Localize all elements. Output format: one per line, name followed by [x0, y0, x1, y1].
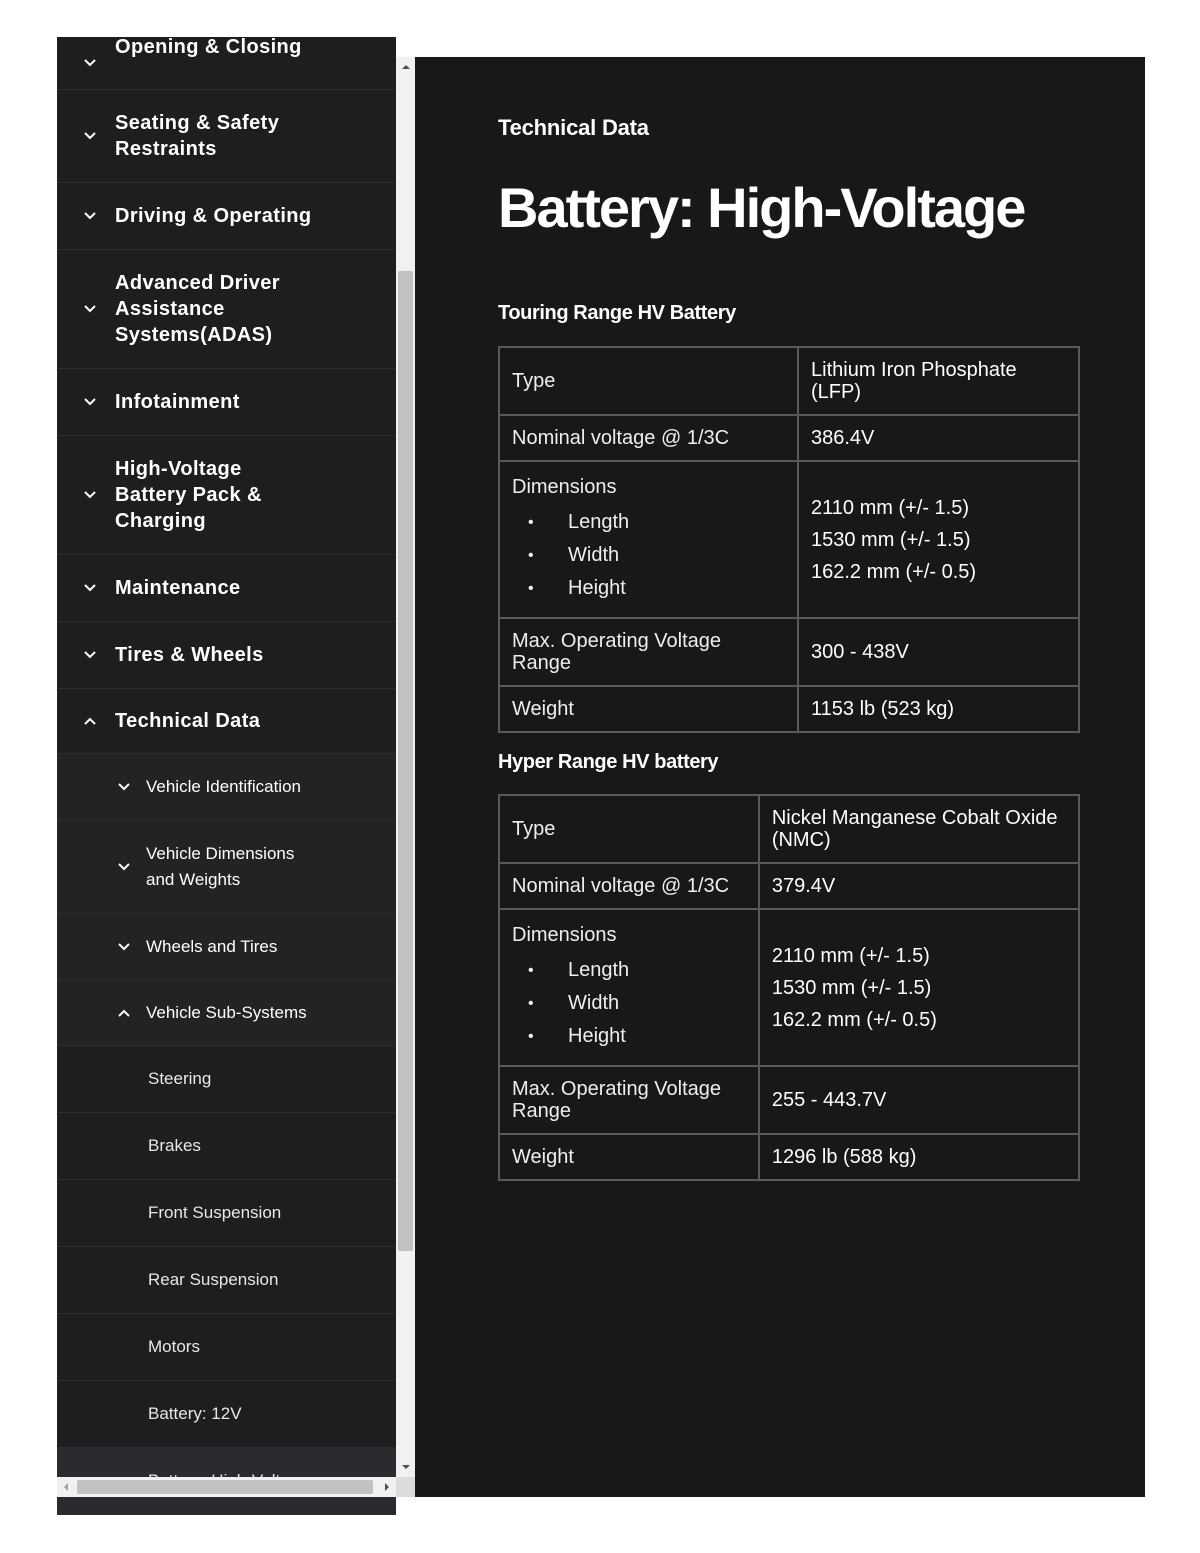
table-heading-hyper: Hyper Range HV battery — [498, 751, 719, 773]
table-row — [499, 686, 1079, 732]
sidebar-subitem-label: Wheels and Tires — [146, 937, 278, 956]
sidebar-subitem-wheels-tires[interactable] — [57, 914, 396, 981]
sidebar-item-label: Advanced Driver Assistance Systems(ADAS) — [115, 272, 280, 346]
row-key: Max. Operating Voltage Range — [499, 1066, 759, 1134]
sidebar-nav — [57, 36, 396, 1477]
chevron-down-icon — [83, 395, 97, 409]
sidebar-item-tires-wheels[interactable] — [57, 622, 396, 689]
sidebar-leaf-label: Brakes — [148, 1136, 201, 1155]
table-row — [499, 909, 1079, 1066]
chevron-down-icon — [117, 860, 131, 874]
sidebar-item-label: Infotainment — [115, 391, 240, 413]
sidebar-item-label: Maintenance — [115, 577, 241, 599]
table-row — [499, 415, 1079, 461]
dimensions-values — [798, 461, 1079, 618]
table-row — [499, 347, 1079, 415]
row-value: Nickel Manganese Cobalt Oxide (NMC) — [759, 795, 1079, 863]
table-row — [499, 863, 1079, 909]
row-key: Nominal voltage @ 1/3C — [499, 415, 798, 461]
dimension-value: 2110 mm (+/- 1.5) — [771, 945, 930, 967]
row-key: Dimensions — [512, 476, 617, 498]
sidebar-leaf-label: Motors — [148, 1337, 200, 1356]
dimensions-list — [512, 954, 746, 1053]
section-label: Technical Data — [498, 115, 649, 140]
sidebar-leaf-label: Battery: 12V — [148, 1404, 242, 1423]
sidebar-item-driving-operating[interactable] — [57, 183, 396, 250]
sidebar-vertical-scrollbar[interactable] — [396, 57, 415, 1477]
chevron-up-icon — [83, 714, 97, 728]
main-content — [415, 57, 1145, 1497]
row-value: 300 - 438V — [798, 618, 1079, 686]
sidebar-item-label: Seating & Safety Restraints — [115, 112, 280, 160]
table-row — [499, 1134, 1079, 1180]
list-item: • Height — [568, 1020, 746, 1053]
chevron-down-icon — [83, 302, 97, 316]
sidebar-item-seating-safety[interactable] — [57, 90, 396, 183]
table-row — [499, 1066, 1079, 1134]
sidebar-leaf-brakes[interactable] — [57, 1113, 396, 1180]
sidebar-item-label: Driving & Operating — [115, 205, 312, 227]
sidebar-subitem-vehicle-sub-systems[interactable] — [57, 981, 396, 1046]
table-row — [499, 461, 1079, 618]
row-key: Dimensions — [512, 924, 617, 946]
list-item: • Width — [568, 987, 746, 1020]
sidebar-subitem-label: Vehicle Identification — [146, 777, 301, 796]
table-row — [499, 795, 1079, 863]
sidebar-leaf-rear-suspension[interactable] — [57, 1247, 396, 1314]
row-key: Weight — [499, 1134, 759, 1180]
sidebar-item-adas[interactable] — [57, 250, 396, 369]
horizontal-scroll-thumb[interactable] — [77, 1480, 373, 1494]
dimension-value: 162.2 mm (+/- 0.5) — [811, 561, 977, 583]
sidebar-leaf-label: Rear Suspension — [148, 1270, 279, 1289]
sidebar-item-label: Opening & Closing — [115, 36, 302, 58]
row-value: 379.4V — [759, 863, 1079, 909]
sidebar-item-technical-data[interactable] — [57, 689, 396, 754]
row-value: 386.4V — [798, 415, 1079, 461]
sidebar-item-maintenance[interactable] — [57, 555, 396, 622]
dimension-value: 2110 mm (+/- 1.5) — [811, 497, 970, 519]
chevron-down-icon — [83, 209, 97, 223]
list-item: • Length — [568, 954, 746, 987]
scroll-down-arrow-icon[interactable] — [396, 1457, 415, 1477]
row-key: Weight — [499, 686, 798, 732]
sidebar-item-opening-closing[interactable] — [57, 37, 396, 90]
dimensions-list — [512, 506, 785, 605]
chevron-down-icon — [83, 56, 97, 70]
sidebar-subitem-label: Vehicle Dimensions and Weights — [146, 844, 295, 889]
dimension-value: 1530 mm (+/- 1.5) — [811, 529, 971, 551]
list-item: • Height — [568, 572, 785, 605]
dimensions-cell — [499, 461, 798, 618]
chevron-down-icon — [117, 940, 131, 954]
chevron-down-icon — [83, 129, 97, 143]
row-value: 1296 lb (588 kg) — [759, 1134, 1079, 1180]
page-title: Battery: High-Voltage — [498, 176, 1025, 239]
sidebar-subitem-vehicle-dimensions[interactable] — [57, 821, 396, 914]
table-heading-touring: Touring Range HV Battery — [498, 302, 736, 324]
sidebar-horizontal-scrollbar[interactable] — [57, 1477, 396, 1497]
dimensions-values — [759, 909, 1079, 1066]
scroll-left-arrow-icon[interactable] — [57, 1477, 75, 1497]
sidebar-leaf-steering[interactable] — [57, 1046, 396, 1113]
row-key: Type — [499, 347, 798, 415]
sidebar-leaf-motors[interactable] — [57, 1314, 396, 1381]
sidebar-item-infotainment[interactable] — [57, 369, 396, 436]
sidebar-item-label: Tires & Wheels — [115, 644, 264, 666]
sidebar-leaf-battery-12v[interactable] — [57, 1381, 396, 1448]
sidebar-item-label: Technical Data — [115, 710, 261, 732]
sidebar-item-hv-battery-charging[interactable] — [57, 436, 396, 555]
chevron-up-icon — [117, 1006, 131, 1020]
dimension-value: 1530 mm (+/- 1.5) — [771, 977, 932, 999]
vertical-scroll-thumb[interactable] — [398, 271, 413, 1251]
table-row — [499, 618, 1079, 686]
list-item: • Width — [568, 539, 785, 572]
chevron-down-icon — [117, 780, 131, 794]
sidebar-leaf-label: Front Suspension — [148, 1203, 282, 1222]
row-value: Lithium Iron Phosphate (LFP) — [798, 347, 1079, 415]
sidebar-leaf-label: Steering — [148, 1069, 212, 1088]
spec-table-touring — [498, 346, 1080, 733]
sidebar-subitem-label: Vehicle Sub-Systems — [146, 1003, 307, 1022]
row-value: 1153 lb (523 kg) — [798, 686, 1079, 732]
scroll-up-arrow-icon[interactable] — [396, 57, 415, 77]
row-value: 255 - 443.7V — [759, 1066, 1079, 1134]
spec-table-hyper — [498, 794, 1080, 1181]
chevron-down-icon — [83, 648, 97, 662]
row-key: Max. Operating Voltage Range — [499, 618, 798, 686]
list-item: • Length — [568, 506, 785, 539]
dimension-value: 162.2 mm (+/- 0.5) — [771, 1009, 937, 1031]
dimensions-cell — [499, 909, 759, 1066]
row-key: Type — [499, 795, 759, 863]
chevron-down-icon — [83, 488, 97, 502]
scrollbar-corner — [396, 1477, 415, 1497]
sidebar-leaf-front-suspension[interactable] — [57, 1180, 396, 1247]
chevron-down-icon — [83, 581, 97, 595]
row-key: Nominal voltage @ 1/3C — [499, 863, 759, 909]
sidebar-item-label: High-Voltage Battery Pack & Charging — [115, 458, 262, 532]
sidebar-subitem-vehicle-identification[interactable] — [57, 754, 396, 821]
scroll-right-arrow-icon[interactable] — [378, 1477, 396, 1497]
